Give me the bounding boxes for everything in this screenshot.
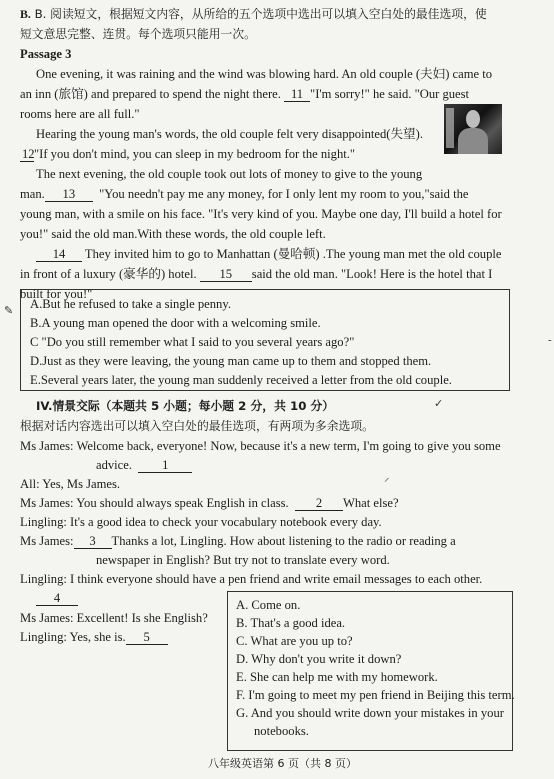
option-b-a[interactable]: A.But he refused to take a single penny. (30, 297, 231, 311)
blank-12[interactable]: 12 (22, 147, 35, 161)
dialogue-line-3 (20, 495, 399, 511)
photo-person-head (466, 110, 480, 128)
passage-p1-line2 (20, 86, 469, 102)
text: Thanks a lot, Lingling. How about listening to the radio or reading a (111, 534, 456, 548)
dialogue-line-6: Lingling: I think everyone should have a pen friend and write email messages to each other. (20, 572, 483, 586)
option-b-c[interactable]: C "Do you still remember what I said to you several years ago?" (30, 335, 355, 349)
text: What else? (342, 496, 399, 510)
text: Ms James: (20, 534, 74, 548)
option-iv-g[interactable]: G. And you should write down your mistakes in your (236, 706, 504, 720)
text: Lingling: Yes, she is. (20, 630, 126, 644)
pencil-mark-icon: ⸝ (384, 472, 390, 484)
section-iv-instruction: 根据对话内容选出可以填入空白处的最佳选项，有两项为多余选项。 (20, 419, 374, 433)
pencil-mark-icon: ✎ (4, 305, 14, 317)
dialogue-line-8 (20, 629, 168, 645)
page-footer: 八年级英语第 6 页（共 8 页） (208, 757, 357, 770)
blank-11[interactable]: 11 (284, 87, 310, 102)
passage-p2-line1: Hearing the young man's words, the old couple felt very disappointed(失望). (36, 127, 423, 141)
blank-15[interactable]: 15 (200, 267, 252, 282)
instruction-text: B. 阅读短文，根据短文内容，从所给的五个选项中选出可以填入空白处的最佳选项，使 (34, 7, 487, 21)
blank-13[interactable]: 13 (45, 187, 93, 202)
passage-p2-line2 (20, 146, 355, 162)
dialogue-line-6b (36, 590, 78, 606)
passage-p3-line4: you!" said the old man.With these words, the old couple left. (20, 227, 326, 241)
passage-p3-line2 (20, 186, 468, 202)
passage-p4-line1 (36, 246, 501, 262)
text: "You needn't pay me any money, for I only lent my room to you,"said the (99, 187, 469, 201)
passage-title: Passage 3 (20, 47, 72, 61)
option-b-d[interactable]: D.Just as they were leaving, the young man came up to them and stopped them. (30, 354, 432, 368)
text: "I'm sorry!" he said. "Our guest (310, 87, 470, 101)
dialogue-line-7: Ms James: Excellent! Is she English? (20, 611, 208, 625)
option-iv-f[interactable]: F. I'm going to meet my pen friend in Beijing this term. (236, 688, 515, 702)
edge-mark: - (548, 334, 552, 346)
option-iv-a[interactable]: A. Come on. (236, 598, 301, 612)
blank-14[interactable]: 14 (36, 247, 82, 262)
passage-p4-line3: built for you!" (20, 287, 93, 301)
text: They invited him to go to Manhattan (曼哈顿) .The young man met the old couple (84, 247, 502, 261)
dialogue-line-1b (96, 457, 192, 473)
passage-p3-line1: The next evening, the old couple took out lots of money to give to the young (36, 167, 423, 181)
passage-photo (444, 104, 502, 154)
blank-3[interactable]: 3 (74, 534, 112, 549)
passage-p1-line3: rooms here are all full." (20, 107, 140, 121)
text: said the old man. "Look! Here is the hotel that I (251, 267, 493, 281)
option-b-e[interactable]: E.Several years later, the young man suddenly received a letter from the old couple. (30, 373, 452, 387)
check-mark-icon: ✓ (434, 398, 444, 410)
text: an inn (旅馆) and prepared to spend the night there. (20, 87, 281, 101)
section-b-instruction-1: B. B. 阅读短文，根据短文内容，从所给的五个选项中选出可以填入空白处的最佳选项，使 (20, 7, 487, 21)
text: advice. (96, 458, 133, 472)
section-b-instruction-2: 短文意思完整、连贯。每个选项只能用一次。 (20, 27, 256, 41)
passage-p4-line2 (20, 266, 492, 282)
dialogue-line-4: Lingling: It's a good idea to check your vocabulary notebook every day. (20, 515, 382, 529)
blank-2[interactable]: 2 (295, 496, 343, 511)
option-iv-d[interactable]: D. Why don't you write it down? (236, 652, 402, 666)
option-iv-e[interactable]: E. She can help me with my homework. (236, 670, 438, 684)
photo-person-body (458, 128, 488, 154)
option-b-b[interactable]: B.A young man opened the door with a welcoming smile. (30, 316, 321, 330)
dialogue-line-1: Ms James: Welcome back, everyone! Now, because it's a new term, I'm going to give you some (20, 439, 501, 453)
text: Ms James: You should always speak English in class. (20, 496, 289, 510)
passage-p1-line1: One evening, it was raining and the wind was blowing hard. An old couple (夫妇) came to (36, 67, 493, 81)
option-iv-c[interactable]: C. What are you up to? (236, 634, 353, 648)
text: in front of a luxury (豪华的) hotel. (20, 267, 197, 281)
photo-window (446, 108, 454, 148)
section-iv-title: IV.情景交际（本题共 5 小题；每小题 2 分，共 10 分） (36, 399, 335, 413)
blank-1[interactable]: 1 (138, 458, 192, 473)
text: "If you don't mind, you can sleep in my bedroom for the night." (34, 147, 356, 161)
passage-p3-line3: young man, with a smile on his face. "It's very kind of you. Maybe one day, I'll build a hotel for (20, 207, 502, 221)
dialogue-line-5 (20, 533, 456, 549)
option-iv-b[interactable]: B. That's a good idea. (236, 616, 346, 630)
dialogue-line-2: All: Yes, Ms James. (20, 477, 121, 491)
option-iv-g-cont: notebooks. (254, 724, 309, 738)
blank-5[interactable]: 5 (126, 630, 168, 645)
dialogue-line-5c: newspaper in English? But try not to translate every word. (96, 553, 390, 567)
blank-4[interactable]: 4 (36, 591, 78, 606)
text: man. (20, 187, 45, 201)
